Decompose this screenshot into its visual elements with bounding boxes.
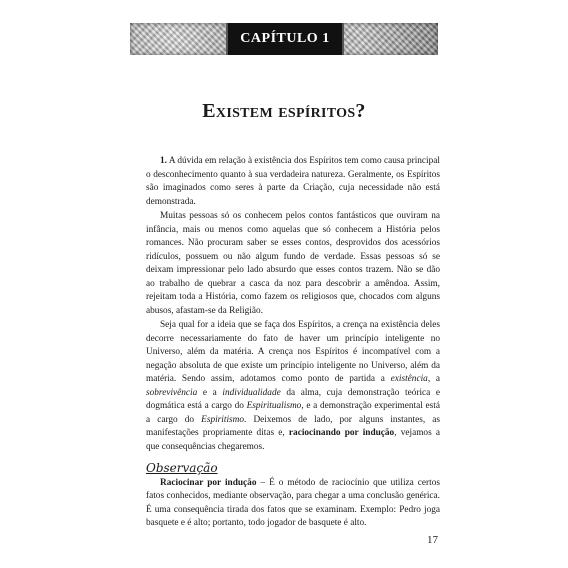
paragraph-3 — [146, 319, 440, 454]
definition-text: – É o método de raciocínio que utiliza certos fatos conhecidos, mediante observação, para chegar a uma conclusão genérica. É uma consequência tirada dos fatos que se examinam. Exemplo: Pedro joga basquete e é alto; portanto, todo jogador de basquete é alto. — [146, 477, 440, 528]
body-text — [146, 155, 440, 531]
definition-term: Raciocinar por indução — [160, 477, 257, 488]
section-heading-observacao: Observação — [146, 461, 218, 475]
paragraph-3-part: , e a demonstração experimental está a cargo do — [146, 401, 440, 425]
paragraph-1-text: A dúvida em relação à existência dos Espíritos tem como causa principal o desconhecimento quanto à sua verdadeira natureza. Geralmente, os Espíritos são imaginados como seres à parte da Criação, cuja necessidade não está demonstrada. — [146, 156, 440, 207]
emphasis-espiritualismo: Espiritualismo — [246, 401, 302, 411]
emphasis-espiritismo: Espiritismo — [201, 414, 245, 425]
paragraph-3-part: , vejamos a que consequências chegaremos. — [146, 428, 440, 452]
emphasis-sobrevivencia: sobrevivência — [146, 387, 198, 398]
emphasis-individualidade: individualidade — [222, 387, 281, 398]
paragraph-3-part: Seja qual for a ideia que se faça dos Espíritos, a crença na existência deles decorre necessariamente do fato de haver um princípio inteligente no Universo, além da matéria. A crença nos Espíritos é incompatível com a negação absoluta de que existe um princípio inteligente no Universo, além da matéria. Sendo assim, adotamos como ponto de partida a — [146, 320, 440, 384]
page-title: Existem espíritos? — [202, 100, 366, 122]
item-number: 1. — [160, 156, 167, 166]
bold-raciocinando: raciocinando por indução — [288, 428, 395, 438]
paragraph-3-part: da alma, cuja demonstração teórica e dogmática está a cargo do — [146, 387, 441, 411]
chapter-label: CAPÍTULO 1 — [240, 31, 330, 46]
paragraph-3-part: e a — [197, 387, 223, 398]
paragraph-2: Muitas pessoas só os conhecem pelos contos fantásticos que ouviram na infância, mais ou menos como aquelas que só conhecem a História pelos romances. Não procuram saber se esses contos, desprovidos dos acessórios ridículos, possuem ou não algum fundo de verdade. Essas pessoas só se deixam impressionar pelo lado absurdo que esses contos trazem. Não se dão ao trabalho de quebrar a casca da noz para descobrir a amêndoa. Assim, rejeitam toda a História, como fazem os religiosos que, chocados com alguns abusos, afastam-se da Religião. — [146, 211, 440, 316]
chapter-banner — [130, 23, 438, 55]
emphasis-existencia: existência — [390, 374, 428, 384]
paragraph-1 — [146, 155, 440, 209]
paragraph-3-part: , a — [427, 374, 440, 384]
definition-paragraph — [146, 477, 440, 531]
chapter-label-box — [226, 23, 344, 55]
paragraph-3-part: . Deixemos de lado, por alguns instantes, as manifestações propriamente ditas e, — [146, 414, 441, 438]
page-number: 17 — [427, 534, 438, 546]
